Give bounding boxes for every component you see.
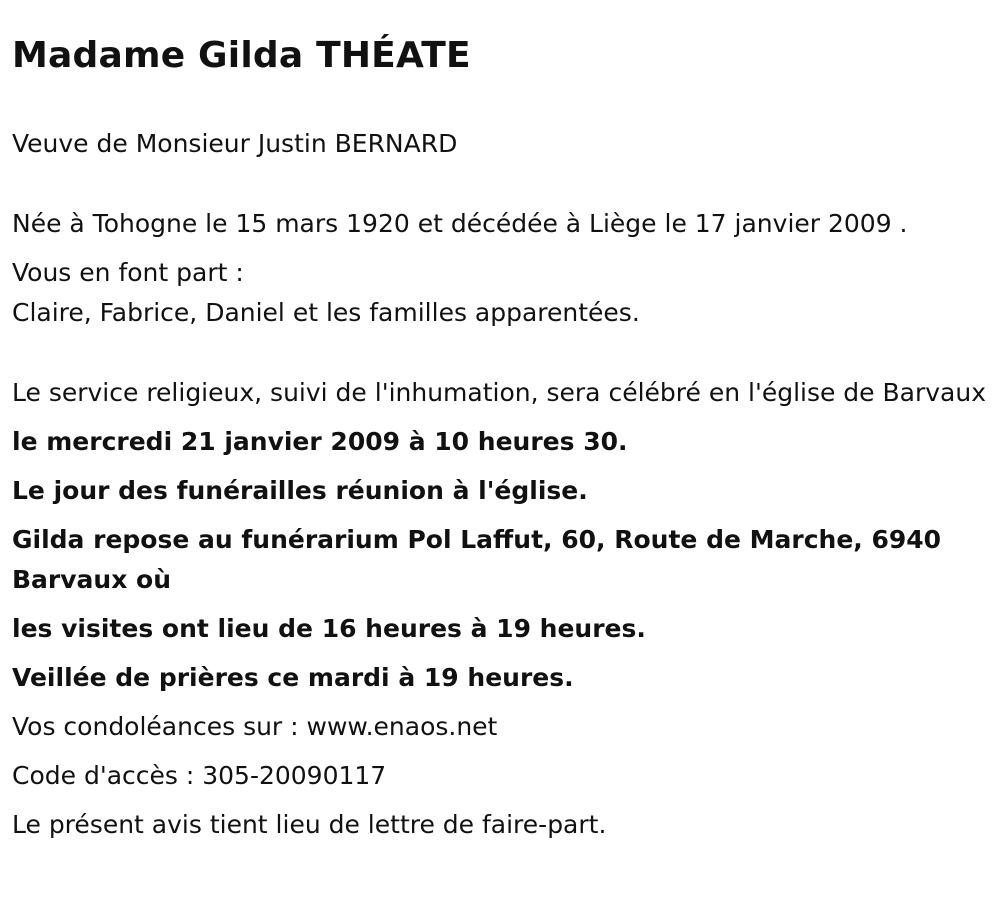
service-date-text: le mercredi 21 janvier 2009 à 10 heures 30. bbox=[12, 427, 628, 456]
announce-family-text: Claire, Fabrice, Daniel et les familles apparentées. bbox=[12, 298, 640, 327]
announce-intro-text: Vous en font part : bbox=[12, 258, 244, 287]
funeral-home-text: Gilda repose au funérarium Pol Laffut, 60, Route de Marche, 6940 Barvaux où bbox=[12, 525, 942, 594]
service-text: Le service religieux, suivi de l'inhumation, sera célébré en l'église de Barvaux bbox=[12, 378, 987, 407]
closing-text: Le présent avis tient lieu de lettre de faire-part. bbox=[12, 810, 607, 839]
birth-death-text: Née à Tohogne le 15 mars 1920 et décédée à Liège le 17 janvier 2009 . bbox=[12, 209, 908, 238]
vigil-text: Veillée de prières ce mardi à 19 heures. bbox=[12, 663, 574, 692]
widow-of-text: Veuve de Monsieur Justin BERNARD bbox=[12, 129, 458, 158]
notice-title: Madame Gilda THÉATE bbox=[12, 35, 471, 76]
access-code-text: Code d'accès : 305-20090117 bbox=[12, 761, 387, 790]
meeting-text: Le jour des funérailles réunion à l'église. bbox=[12, 476, 588, 505]
condolences-text: Vos condoléances sur : www.enaos.net bbox=[12, 712, 498, 741]
visits-text: les visites ont lieu de 16 heures à 19 heures. bbox=[12, 614, 646, 643]
